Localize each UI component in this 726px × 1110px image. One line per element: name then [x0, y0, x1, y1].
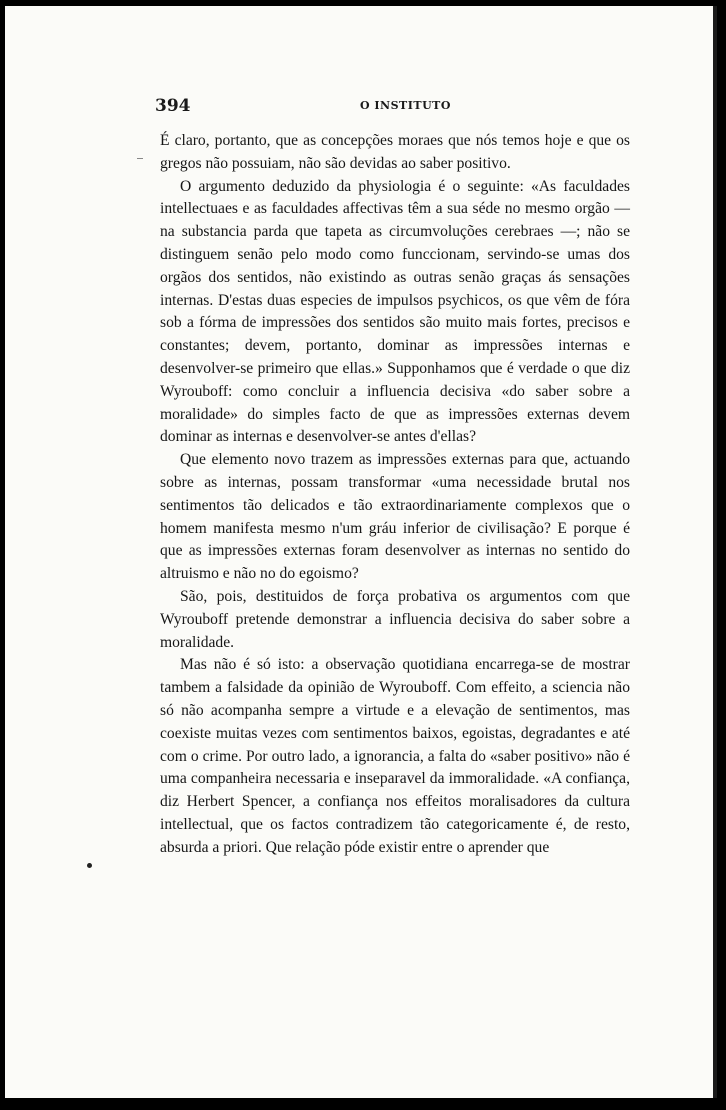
running-title: O INSTITUTO: [360, 99, 451, 112]
paragraph-2: O argumento deduzido da physiologia é o seguinte: «As faculdades intellectuaes e as faculdades affectivas têm a sua séde no mesmo orgão — na substancia parda que tapeta as circumvoluções cerebraes —; não se distinguem senão pelo modo como funccionam, servindo-se umas dos orgãos dos sentidos, não existindo as outras senão graças ás sensações internas. D'estas duas especies de impulsos psychicos, os que vêm de fóra sob a fórma de impressões dos sentidos são muito mais fortes, precisos e constantes; devem, portanto, dominar as impressões internas e desenvolver-se primeiro que ellas.» Supponhamos que é verdade o que diz Wyrouboff: como concluir a influencia decisiva «do saber sobre a moralidade» do simples facto de que as impressões externas devem dominar as internas e desenvolver-se antes d'ellas?: [160, 177, 630, 446]
page-number: 394: [155, 96, 191, 116]
paragraph-5: Mas não é só isto: a observação quotidiana encarrega-se de mostrar tambem a falsidade da opinião de Wyrouboff. Com effeito, a sciencia não só não acompanha sempre a virtude e a elevação de sentimentos, mas coexiste muitas vezes com sentimentos baixos, egoistas, degradantes e até com o crime. Por outro lado, a ignorancia, a falta do «saber positivo» não é uma companheira necessaria e inseparavel da immoralidade. «A confiança, diz Herbert Spencer, a confiança nos effeitos moralisadores da cultura intellectual, que os factos contradizem tão categoricamente é, de resto, absurda a priori. Que relação póde existir entre o aprender que: [160, 656, 630, 856]
book-page: [5, 6, 717, 1098]
ink-speck: [87, 863, 92, 868]
page-edge-shadow: [713, 6, 717, 1098]
paragraph-4: São, pois, destituidos de força probativa os argumentos com que Wyrouboff pretende demonstrar a influencia decisiva do saber sobre a moralidade.: [160, 587, 630, 651]
body-text: [160, 130, 630, 860]
paragraph-3: Que elemento novo trazem as impressões externas para que, actuando sobre as internas, possam transformar «uma necessidade brutal nos sentimentos tão delicados e tão extraordinariamente complexos que o homem manifesta mesmo n'um gráu inferior de civilisação? E porque é que as impressões externas foram desenvolver as internas no sentido do altruismo e não no do egoismo?: [160, 451, 630, 583]
page-header: [155, 96, 635, 116]
margin-mark: [137, 158, 143, 159]
paragraph-1: É claro, portanto, que as concepções moraes que nós temos hoje e que os gregos não possuiam, não são devidas ao saber positivo.: [160, 132, 630, 172]
